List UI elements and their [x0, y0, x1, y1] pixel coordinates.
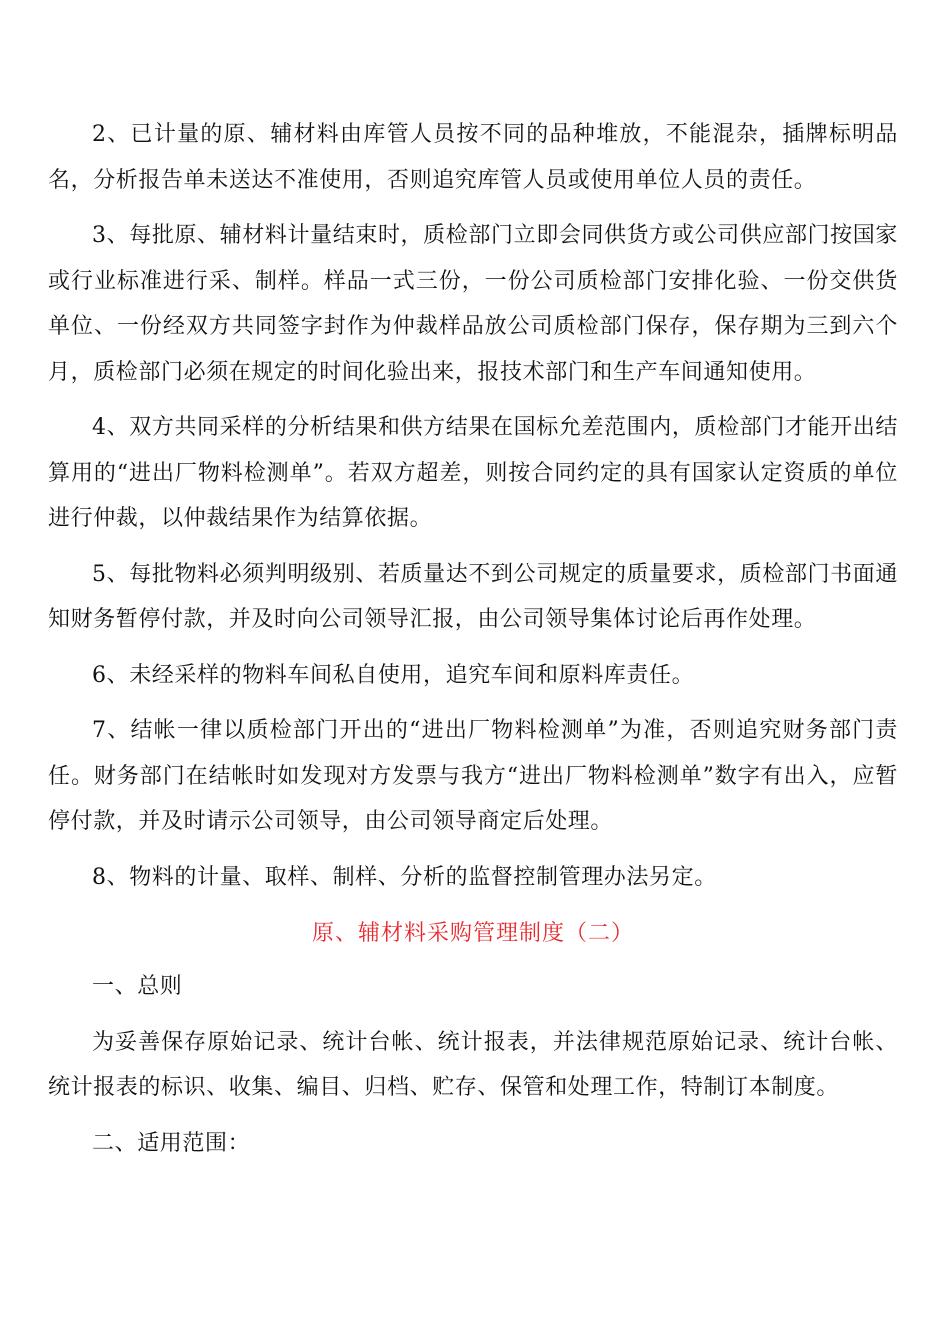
document-page — [48, 112, 898, 1176]
paragraph-item-3: 3、每批原、辅材料计量结束时，质检部门立即会同供货方或公司供应部门按国家或行业标准进行采、制样。样品一式三份，一份公司质检部门安排化验、一份交供货单位、一份经双方共同签字封作为仲裁样品放公司质检部门保存，保存期为三到六个月，质检部门必须在规定的时间化验出来，报技术部门和生产车间通知使用。 — [48, 223, 898, 385]
paragraph-item-8: 8、物料的计量、取样、制样、分析的监督控制管理办法另定。 — [92, 864, 717, 890]
paragraph-item-6: 6、未经采样的物料车间私自使用，追究车间和原料库责任。 — [92, 662, 695, 688]
paragraph-item-5: 5、每批物料必须判明级别、若质量达不到公司规定的质量要求，质检部门书面通知财务暂停付款，并及时向公司领导汇报，由公司领导集体讨论后再作处理。 — [48, 561, 898, 632]
paragraph-item-4: 4、双方共同采样的分析结果和供方结果在国标允差范围内，质检部门才能开出结算用的“进出厂物料检测单”。若双方超差，则按合同约定的具有国家认定资质的单位进行仲裁，以仲裁结果作为结算依据。 — [48, 415, 898, 531]
paragraph-item-7: 7、结帐一律以质检部门开出的“进出厂物料检测单”为准，否则追究财务部门责任。财务部门在结帐时如发现对方发票与我方“进出厂物料检测单”数字有出入，应暂停付款，并及时请示公司领导，由公司领导商定后处理。 — [48, 718, 898, 834]
section-heading-scope: 二、适用范围： — [92, 1130, 251, 1156]
general-body-paragraph: 为妥善保存原始记录、统计台帐、统计报表，并法律规范原始记录、统计台帐、统计报表的标识、收集、编目、归档、贮存、保管和处理工作，特制订本制度。 — [48, 1029, 898, 1100]
section-title: 原、辅材料采购管理制度（二） — [311, 921, 634, 946]
section-heading-general: 一、总则 — [92, 974, 183, 999]
paragraph-item-2: 2、已计量的原、辅材料由库管人员按不同的品种堆放，不能混杂，插牌标明品名，分析报告单未送达不准使用，否则追究库管人员或使用单位人员的责任。 — [48, 122, 898, 193]
